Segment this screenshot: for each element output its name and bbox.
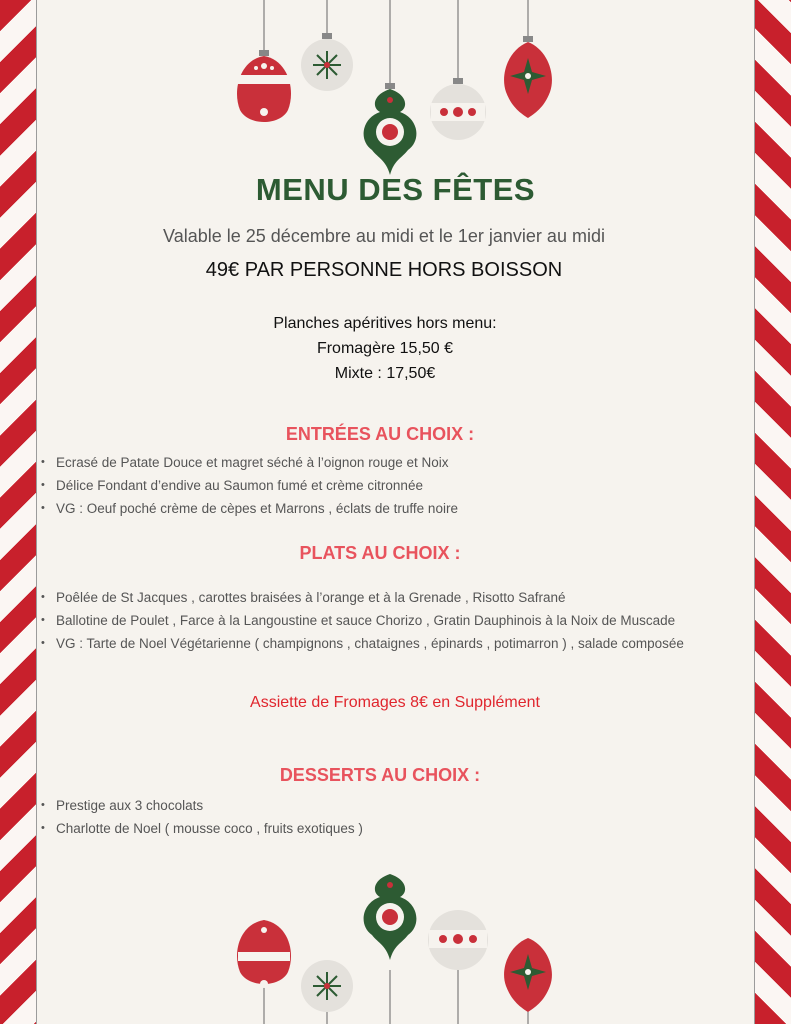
list-item: • Poêlée de St Jacques , carottes braisées à l’orange et à la Grenade , Risotto Safrané (38, 586, 753, 609)
list-item: • VG : Tarte de Noel Végétarienne ( champignons , chataignes , épinards , potimarron ) , salade composée (38, 632, 753, 655)
plats-heading: PLATS AU CHOIX : (299, 543, 461, 563)
green-finial-ornament-icon (364, 83, 417, 175)
price-line: 49€ PAR PERSONNE HORS BOISSON (205, 259, 563, 281)
red-star-ornament-bottom-icon (504, 938, 552, 1012)
desserts-heading: DESSERTS AU CHOIX : (279, 765, 481, 785)
list-item: • Charlotte de Noel ( mousse coco , fruits exotiques ) (38, 817, 753, 840)
red-teardrop-ornament-bottom-icon (237, 920, 291, 988)
list-item: • Ecrasé de Patate Douce et magret séché à l’oignon rouge et Noix (38, 451, 753, 474)
green-finial-ornament-bottom-icon (364, 874, 417, 960)
aperitif-cheese-price: Fromagère 15,50 € (316, 340, 454, 357)
list-item: • Ballotine de Poulet , Farce à la Langoustine et sauce Chorizo , Gratin Dauphinois à la Noix de Muscade (38, 609, 753, 632)
entrees-heading: ENTRÉES AU CHOIX : (285, 424, 475, 444)
top-ornaments (0, 0, 791, 180)
list-item: • Délice Fondant d’endive au Saumon fumé et crème citronnée (38, 474, 753, 497)
desserts-list (38, 794, 753, 840)
aperitif-heading: Planches apéritives hors menu: (273, 315, 497, 332)
entrees-list (38, 451, 753, 520)
list-item: • VG : Oeuf poché crème de cèpes et Marrons , éclats de truffe noire (38, 497, 753, 520)
red-star-ornament-icon (504, 36, 552, 118)
plats-list (38, 586, 753, 655)
bottom-ornaments (0, 860, 791, 1024)
list-item: • Prestige aux 3 chocolats (38, 794, 753, 817)
white-red-pattern-ornament-bottom-icon (428, 910, 488, 970)
white-snowflake-ornament-icon (301, 33, 353, 91)
red-teardrop-ornament-icon (237, 50, 291, 122)
cheese-supplement: Assiette de Fromages 8€ en Supplément (250, 694, 540, 711)
validity-subtitle: Valable le 25 décembre au midi et le 1er janvier au midi (163, 226, 605, 246)
white-red-pattern-ornament-icon (430, 78, 486, 140)
aperitif-boards (0, 311, 770, 386)
page-title: MENU DES FÊTES (255, 172, 536, 207)
white-snowflake-ornament-bottom-icon (301, 960, 353, 1012)
aperitif-mixed-price: Mixte : 17,50€ (334, 365, 436, 382)
